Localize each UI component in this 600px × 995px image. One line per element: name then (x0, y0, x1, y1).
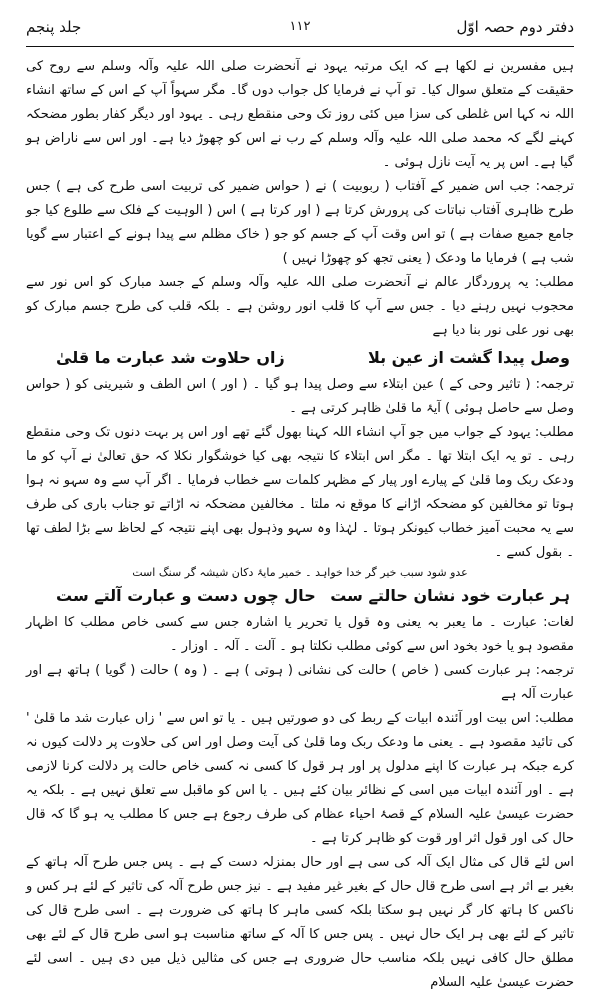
header-volume: جلد پنجم (26, 18, 82, 36)
header-volume-part: دفتر دوم حصہ اوّل (456, 18, 574, 36)
paragraph: مطلب: یہ پروردگار عالم نے آنحضرت صلی اللہ علیہ وآلہ وسلم کے جسد مبارک کو اس نور سے محجوب نہیں رہنے دیا ۔ جس سے آپ کا قلب انور روشن ہے ۔ بلکہ قلب کی طرح جسم مبارک کو بھی نور علی نور بنا دیا ہے (26, 275, 574, 338)
header-rule (26, 46, 574, 47)
verse-couplet (56, 583, 570, 609)
paragraph: مطلب: اس بیت اور آئندہ ابیات کے ربط کی دو صورتیں ہیں ۔ یا تو اس سے ' زاں عبارت شد ما قلیٰ ' کی تائید مقصود ہے ۔ یعنی ما ودعک ربک وما قلیٰ کی آیت وصل اور اس کی حلاوت پر دلالت کیوں نہ کرے جبکہ ہر عبارت کا اپنے مدلول پر اور ہر قول کا کسی نہ کسی خاص حالت پر دلالت کرنا لازمی ہے ۔ اور آئندہ ابیات میں اسی کے نظائر بیان کئے ہیں ۔ یا اس کو ماقبل سے تعلق نہیں ہے ۔ بلکہ یہ حضرت عیسیٰ علیہ السلام کے قصۂ احیاء عظام کی طرف رجوع ہے جس کا مطلب یہ ہو گا کہ قال حال کی اور قول اثر اور قوت کو ظاہر کرتا ہے ۔ (26, 711, 574, 846)
proverb-line: عدو شود سبب خیر گر خدا خواہد ۔ خمیر مایۂ دکان شیشہ گر سنگ است (132, 566, 468, 579)
document-body (26, 55, 574, 995)
paragraph: ترجمہ: ہر عبارت کسی ( خاص ) حالت کی نشانی ( ہوتی ) ہے ۔ ( وہ ) حالت ( گویا ) ہاتھ ہے اور عبارت آلہ ہے (26, 663, 574, 702)
paragraph: لغات: عبارت ۔ ما یعبر بہ یعنی وہ قول یا تحریر یا اشارہ جس سے کسی خاص مطلب کا اظہار مقصود ہو یا خود بخود اس سے کوئی مطلب نکلتا ہو ۔ آلت ۔ آلہ ۔ اوزار ۔ (26, 615, 574, 654)
verse-first-hemistich: ہر عبارت خود نشان حالتے ست (330, 586, 570, 605)
paragraph: ترجمہ: ( تاثیر وحی کے ) عین ابتلاء سے وصل پیدا ہو گیا ۔ ( اور ) اس الطف و شیرینی کو ( حواس وصل سے حاصل ہوئی ) آیۂ ما قلیٰ ظاہر کرتی ہے ۔ (26, 377, 574, 416)
verse-couplet (56, 345, 570, 371)
paragraph: ترجمہ: جب اس ضمیر کے آفتاب ( ربوبیت ) نے ( حواس ضمیر کی تربیت اسی طرح کی ہے ) جس طرح ظاہری آفتاب نباتات کی پرورش کرتا ہے ( اور کرتا ہے ) اس ( الوہیت کے فلک سے طلوع کیا جو جامع جمیع صفات ہے ) تو اس وقت آپ کے جسم کو جو ( خاک مظلم سے پیدا ہونے کے اعتبار سے گویا شب ہے ) فرمایا ما ودعک ( یعنی تجھ کو چھوڑا نہیں ) (26, 179, 574, 266)
paragraph: مطلب: یہود کے جواب میں جو آپ انشاء اللہ کہنا بھول گئے تھے اور اس پر بہت دنوں تک وحی منقطع رہی ۔ تو یہ ایک ابتلا تھا ۔ مگر اس ابتلاء کا نتیجہ بھی کیا خوشگوار نکلا کہ حق تعالیٰ نے آپ کو ما ودعک ربک وما قلیٰ کے پیارے اور پیار کے مظہر کلمات سے خطاب فرمایا ۔ اگر آپ سے وہ سہو نہ ہوا ہوتا تو مخالفین کو مضحکہ اڑانے کا موقع نہ ملتا ۔ مخالفین مضحکہ نہ اڑاتے تو جناب باری کی طرف سے یہ محبت آمیز خطاب کیونکر ہوتا ۔ لہٰذا وہ سہو وذہول بھی اپنے نتیجہ کے لحاظ سے بڑا لطف تھا ۔ بقول کسے ۔ (26, 425, 574, 560)
verse-first-hemistich: وصل پیدا گشت از عین بلا (367, 348, 570, 367)
verse-second-hemistich: زاں حلاوت شد عبارت ما قلیٰ (56, 348, 285, 367)
page-header (26, 8, 574, 42)
page-number: ۱۱۲ (289, 19, 311, 34)
paragraph: اس لئے قال کی مثال ایک آلہ کی سی ہے اور حال بمنزلہ دست کے ہے ۔ پس جس طرح آلہ ہاتھ کے بغیر بے اثر ہے اسی طرح قال حال کے بغیر غیر مفید ہے ۔ نیز جس طرح آلہ کی تاثیر کے لئے ہر کس و ناکس کا ہاتھ کار گر نہیں ہو سکتا بلکہ کسی ماہر کا ہاتھ کی ضرورت ہے ۔ اسی طرح قال کی تاثیر کے لئے بھی ہر ایک حال نہیں ۔ پس جس کا آلہ کے ساتھ مناسبت ہو اسی طرح قال کے لئے بھی مطلق حال کافی نہیں بلکہ مناسب حال ضروری ہے جس کی مثالیں ذیل میں دی ہیں ۔ اسی لئے حضرت عیسیٰ علیہ السلام (26, 855, 574, 990)
verse-second-hemistich: حال چوں دست و عبارت آلتے ست (56, 586, 316, 605)
paragraph: ہیں مفسرین نے لکھا ہے کہ ایک مرتبہ یہود نے آنحضرت صلی اللہ علیہ وآلہ وسلم سے روح کی حقیقت کے متعلق سوال کیا۔ تو آپ نے فرمایا کل جواب دوں گا۔ مگر سہواً آپ کے اس کے ساتھ انشاء اللہ نہ کہا اس غلطی کی سزا میں کئی روز تک وحی منقطع رہی ۔ یہود اور دیگر کفار بطور مضحکہ کہنے لگے کہ محمد صلی اللہ علیہ وآلہ وسلم کے رب نے اس کو چھوڑ دیا ہے۔ اور اس سے ناراض ہو گیا ہے۔ اس پر یہ آیت نازل ہوئی ۔ (26, 59, 574, 170)
